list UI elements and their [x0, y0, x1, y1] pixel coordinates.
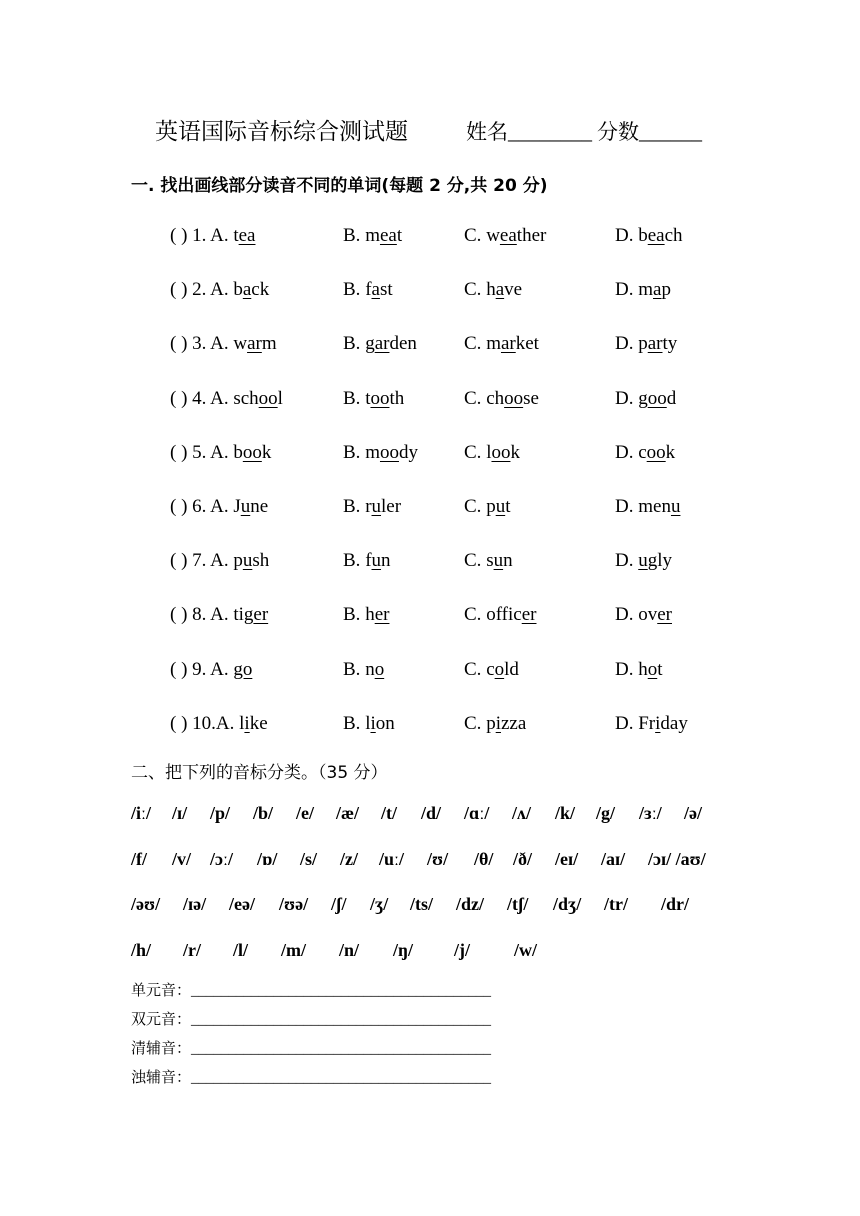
option-label: B. [343, 550, 366, 572]
option-d [615, 388, 676, 410]
option-label: C. [464, 279, 487, 301]
phonetic-symbol: /ɪə/ [183, 894, 207, 914]
question-number: ( ) 9. A. [170, 658, 234, 680]
phonetic-symbol: /d/ [421, 803, 442, 823]
option-label: B. [343, 333, 366, 355]
option-label: C. [464, 496, 487, 517]
phonetic-symbol: /æ/ [336, 803, 360, 823]
option-label: B. [343, 279, 366, 301]
option-a [170, 225, 255, 247]
option-label: D. [615, 658, 639, 680]
category-label: 双元音： [131, 1010, 192, 1028]
underlined-letters: oo [646, 441, 666, 463]
option-a [170, 279, 269, 301]
phonetic-symbol: /v/ [172, 848, 192, 869]
phonetic-symbol: /əʊ/ [131, 894, 161, 914]
word-part: m [365, 225, 380, 246]
phonetic-symbol: /ɔː/ [210, 848, 233, 869]
category-line [131, 979, 491, 1000]
word-part: p [233, 550, 243, 572]
word-part: w [486, 225, 500, 246]
option-label: C. [464, 658, 487, 680]
option-b [343, 279, 393, 301]
phonetic-symbol: /ʒ/ [370, 894, 389, 914]
underlined-letters: a [653, 279, 662, 301]
option-c [464, 388, 539, 410]
underlined-letters: a [371, 279, 380, 301]
option-c [464, 659, 519, 681]
word-part: f [365, 279, 372, 301]
option-label: C. [464, 225, 487, 246]
underlined-letters: er [253, 604, 269, 626]
word-part: sch [233, 387, 259, 409]
phonetic-symbol: /h/ [131, 939, 152, 960]
phonetic-symbol: /p/ [210, 803, 231, 823]
phonetic-symbol: /ð/ [513, 848, 533, 869]
question-number: ( ) 10.A. [170, 712, 240, 734]
word-part: w [233, 333, 248, 355]
underlined-letters: oo [370, 387, 390, 409]
option-d [615, 550, 672, 572]
word-part: g [638, 387, 648, 409]
question-number: ( ) 4. A. [170, 387, 234, 409]
option-d [615, 713, 688, 735]
word-part: ket [515, 333, 539, 355]
option-d [615, 225, 683, 247]
phonetic-symbol: /eə/ [229, 894, 255, 914]
phonetic-symbol: /ʊə/ [279, 894, 309, 914]
underlined-letters: i [244, 712, 250, 734]
word-part: c [486, 658, 495, 680]
option-b [343, 550, 391, 572]
word-part: dy [398, 441, 418, 463]
category-line [131, 1066, 491, 1087]
category-line [131, 1037, 491, 1058]
option-label: B. [343, 387, 366, 409]
word-part: ck [251, 279, 270, 301]
word-part: b [638, 225, 648, 246]
option-label: C. [464, 604, 487, 626]
question-number: ( ) 6. A. [170, 496, 234, 517]
phonetic-symbol: /ɑː/ [464, 803, 490, 823]
option-d [615, 279, 671, 301]
word-part: ov [638, 604, 658, 626]
option-label: D. [615, 333, 639, 355]
underlined-letters: oo [491, 441, 511, 463]
answer-blank[interactable]: ________________________________________ [191, 1012, 492, 1028]
word-part: h [365, 604, 375, 626]
word-part: ch [486, 387, 505, 409]
underlined-letters: ar [647, 333, 663, 355]
underlined-letters: er [521, 604, 537, 626]
underlined-letters: i [655, 712, 661, 734]
option-b [343, 442, 418, 464]
phonetic-symbol: /dz/ [456, 894, 485, 914]
word-part: day [660, 712, 688, 734]
option-label: C. [464, 712, 487, 734]
underlined-letters: u [242, 550, 253, 572]
phonetic-symbol: /ɒ/ [257, 848, 278, 869]
underlined-letters: a [495, 279, 505, 301]
option-label: D. [615, 496, 639, 517]
word-part: gly [647, 550, 673, 572]
word-part: f [365, 550, 372, 572]
underlined-letters: i [495, 712, 501, 734]
score-blank: ______ [639, 120, 702, 144]
phonetic-symbol: /ɜː/ [639, 803, 662, 823]
option-b [343, 388, 404, 410]
word-part: k [261, 441, 272, 463]
underlined-letters: ea [379, 225, 397, 246]
word-part: k [665, 441, 676, 463]
phonetic-symbol: /w/ [514, 939, 538, 960]
phonetic-symbol: /ŋ/ [393, 939, 414, 960]
phonetic-symbol: /ts/ [410, 894, 434, 914]
option-label: B. [343, 604, 366, 626]
word-part: m [486, 333, 501, 355]
phonetic-symbol: /ʌ/ [512, 803, 532, 823]
option-d [615, 659, 663, 681]
option-a [170, 550, 269, 572]
option-b [343, 225, 402, 247]
answer-blank[interactable]: ________________________________________ [191, 1041, 492, 1057]
underlined-letters: u [495, 496, 506, 517]
word-part: l [239, 712, 245, 734]
section1-heading: 一. 找出画线部分读音不同的单词(每题 2 分,共 20 分) [131, 176, 548, 196]
word-part: m [365, 441, 380, 463]
word-part: ther [516, 225, 547, 246]
word-part: p [638, 333, 648, 355]
option-c [464, 713, 526, 735]
option-label: D. [615, 225, 639, 246]
word-part: s [486, 550, 494, 572]
answer-blank[interactable]: ________________________________________ [191, 1070, 492, 1086]
word-part: b [233, 279, 243, 301]
word-part: n [503, 550, 513, 572]
word-part: b [233, 441, 243, 463]
underlined-letters: oo [504, 387, 524, 409]
option-c [464, 442, 520, 464]
underlined-letters: u [371, 550, 382, 572]
phonetic-symbol: /dʒ/ [553, 894, 582, 914]
word-part: h [638, 658, 648, 680]
option-label: C. [464, 441, 487, 463]
underlined-letters: a [242, 279, 252, 301]
category-line [131, 1008, 491, 1029]
underlined-letters: ar [500, 333, 516, 355]
category-label: 清辅音： [131, 1039, 192, 1057]
underlined-letters: go [233, 658, 253, 680]
underlined-letters: oo [647, 387, 667, 409]
underlined-letters: ea [647, 225, 665, 246]
underlined-letters: u [240, 496, 251, 517]
question-number: ( ) 8. A. [170, 604, 234, 626]
word-part: p [486, 712, 496, 734]
section2-heading: 二、把下列的音标分类。（35 分） [131, 763, 388, 783]
question-number: ( ) 7. A. [170, 550, 234, 572]
word-part: n [381, 550, 391, 572]
phonetic-symbol: /l/ [233, 939, 249, 960]
phonetic-symbol: /ɔɪ/ /aʊ/ [648, 848, 706, 869]
category-label: 浊辅音： [131, 1068, 192, 1086]
underlined-letters: o [494, 658, 505, 680]
phonetic-symbol: /eɪ/ [555, 848, 579, 869]
word-part: t [233, 225, 239, 246]
word-part: J [233, 496, 241, 517]
question-number: ( ) 1. A. [170, 225, 234, 246]
option-b [343, 713, 395, 735]
option-d [615, 333, 677, 355]
word-part: se [523, 387, 539, 409]
option-a [170, 442, 271, 464]
option-a [170, 713, 268, 735]
option-label: B. [343, 496, 366, 517]
word-part: st [379, 279, 393, 301]
option-b [343, 333, 417, 355]
phonetic-symbol: /z/ [340, 848, 358, 869]
phonetic-symbol: /tr/ [604, 894, 628, 914]
word-part: ke [249, 712, 268, 734]
underlined-letters: u [670, 496, 681, 517]
option-label: D. [615, 387, 639, 409]
word-part: ve [504, 279, 523, 301]
option-b [343, 659, 384, 681]
option-c [464, 604, 536, 626]
phonetic-symbol: /k/ [555, 803, 576, 823]
name-label: 姓名 [466, 120, 508, 144]
word-part: t [657, 658, 663, 680]
word-part: p [486, 496, 496, 517]
phonetic-symbol: /b/ [253, 803, 274, 823]
phonetic-symbol: /f/ [131, 848, 147, 869]
option-label: D. [615, 604, 639, 626]
phonetic-symbol: /r/ [183, 939, 201, 960]
phonetic-symbol: /θ/ [474, 848, 494, 869]
option-a [170, 496, 268, 518]
option-c [464, 279, 522, 301]
word-part: m [638, 279, 654, 301]
option-a [170, 333, 277, 355]
underlined-letters: u [493, 550, 504, 572]
underlined-letters: er [374, 604, 390, 626]
word-part: offic [486, 604, 522, 626]
word-part: den [389, 333, 417, 355]
option-label: D. [615, 279, 639, 301]
word-part: ch [664, 225, 683, 246]
word-part: t [505, 496, 511, 517]
phonetic-symbol: /e/ [296, 803, 314, 823]
underlined-letters: o [647, 658, 658, 680]
phonetic-symbol: /aɪ/ [601, 848, 626, 869]
option-d [615, 604, 672, 626]
underlined-letters: er [657, 604, 672, 626]
option-d [615, 496, 680, 518]
option-label: C. [464, 387, 487, 409]
phonetic-symbol: /uː/ [379, 848, 405, 869]
question-number: ( ) 3. A. [170, 333, 234, 355]
word-part: d [666, 387, 677, 409]
word-part: c [638, 441, 647, 463]
underlined-letters: oo [258, 387, 278, 409]
test-title: 英语国际音标综合测试题 [155, 119, 408, 145]
phonetic-symbol: /g/ [596, 803, 616, 823]
phonetic-symbol: /tʃ/ [507, 894, 529, 914]
name-field [466, 116, 592, 146]
score-label: 分数 [597, 120, 639, 144]
word-part: sh [252, 550, 270, 572]
phonetic-symbol: /t/ [381, 803, 397, 823]
name-blank: ________ [508, 120, 592, 144]
option-label: C. [464, 550, 487, 572]
word-part: t [396, 225, 403, 246]
option-label: D. [615, 712, 639, 734]
option-label: D. [615, 550, 639, 572]
word-part: l [277, 387, 283, 409]
word-part: ld [504, 658, 519, 680]
underlined-letters: oo [242, 441, 262, 463]
phonetic-symbol: /s/ [300, 848, 318, 869]
underlined-letters: u [638, 550, 648, 572]
word-part: r [365, 496, 372, 517]
phonetic-symbol: /ə/ [684, 803, 702, 823]
option-a [170, 388, 283, 410]
option-label: B. [343, 225, 366, 246]
word-part: men [638, 496, 671, 517]
word-part: g [365, 333, 375, 355]
option-label: B. [343, 441, 366, 463]
word-part: k [510, 441, 520, 463]
option-c [464, 225, 546, 247]
option-c [464, 496, 510, 518]
phonetic-symbol: /iː/ [131, 803, 152, 823]
word-part: zza [500, 712, 527, 734]
underlined-letters: oo [379, 441, 399, 463]
option-b [343, 496, 401, 518]
option-label: C. [464, 333, 487, 355]
underlined-letters: ar [374, 333, 390, 355]
option-a [170, 659, 252, 681]
word-part: Fr [638, 712, 656, 734]
phonetic-symbol: /ʊ/ [427, 848, 449, 869]
question-number: ( ) 2. A. [170, 279, 234, 301]
phonetic-symbol: /m/ [281, 939, 306, 960]
word-part: m [261, 333, 277, 355]
option-label: B. [343, 712, 366, 734]
underlined-letters: ea [238, 225, 256, 246]
word-part: tig [233, 604, 254, 626]
option-c [464, 550, 513, 572]
word-part: n [365, 658, 375, 680]
word-part: ty [662, 333, 678, 355]
underlined-letters: u [371, 496, 382, 517]
word-part: th [389, 387, 405, 409]
phonetic-symbol: /n/ [339, 939, 360, 960]
word-part: l [365, 712, 371, 734]
underlined-letters: ar [247, 333, 262, 355]
word-part: t [365, 387, 371, 409]
phonetic-symbol: /dr/ [661, 894, 690, 914]
word-part: h [486, 279, 496, 301]
phonetic-symbol: /ʃ/ [331, 894, 347, 914]
option-c [464, 333, 539, 355]
phonetic-symbol: /ɪ/ [172, 803, 188, 823]
option-a [170, 604, 268, 626]
option-label: D. [615, 441, 639, 463]
word-part: ne [250, 496, 269, 517]
option-b [343, 604, 389, 626]
word-part: ler [381, 496, 402, 517]
question-number: ( ) 5. A. [170, 441, 234, 463]
word-part: on [375, 712, 395, 734]
underlined-letters: o [374, 658, 385, 680]
underlined-letters: ea [499, 225, 517, 246]
word-part: p [661, 279, 671, 301]
category-label: 单元音： [131, 981, 192, 999]
underlined-letters: i [370, 712, 376, 734]
option-d [615, 442, 675, 464]
score-field [597, 116, 702, 146]
option-label: B. [343, 658, 366, 680]
answer-blank[interactable]: ________________________________________ [191, 983, 492, 999]
phonetic-symbol: /j/ [454, 939, 470, 960]
word-part: l [486, 441, 492, 463]
